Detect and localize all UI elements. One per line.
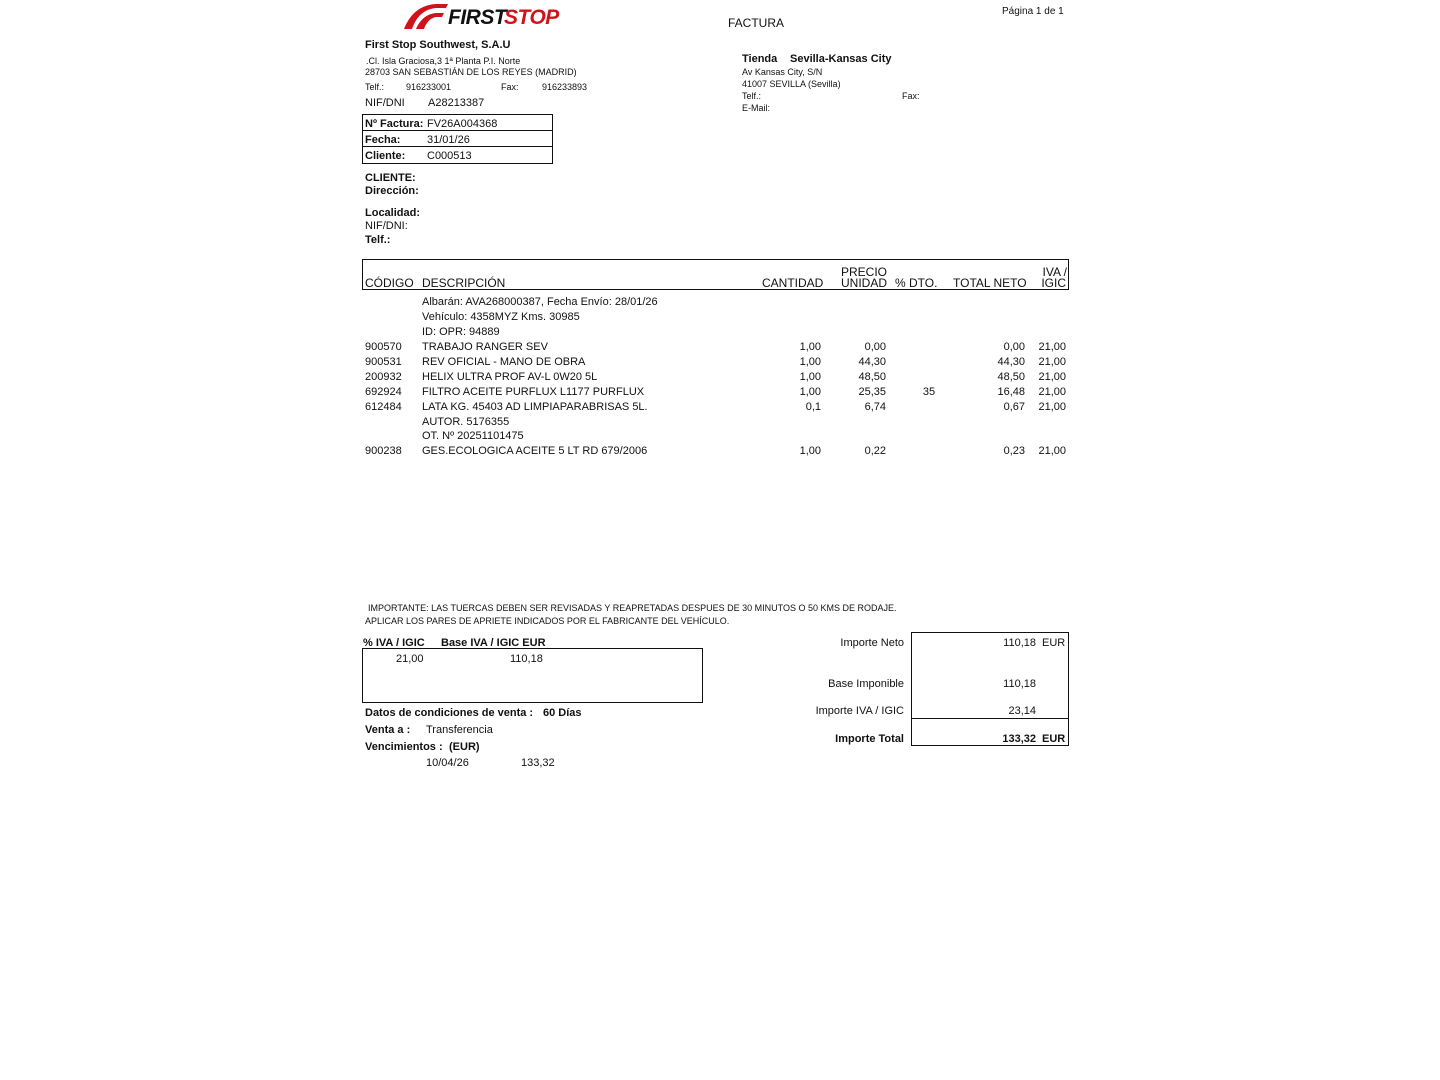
cell-total: 16,48 [997,386,1025,398]
tax-rate-header: % IVA / IGIC [363,637,425,649]
store-fax-label: Fax: [902,91,920,101]
table-row [362,445,1070,460]
due-dates-label: Vencimientos : [365,741,443,753]
invoice-client-code: C000513 [427,150,472,162]
cell-iva: 21,00 [1038,445,1066,457]
table-note: AUTOR. 5176355 [422,416,510,428]
client-nif-label: NIF/DNI: [365,220,408,232]
cell-total: 44,30 [997,356,1025,368]
cell-descripcion: LATA KG. 45403 AD LIMPIAPARABRISAS 5L. [422,401,648,413]
cell-codigo: 900570 [365,341,402,353]
cell-total: 0,67 [1003,401,1025,413]
cell-codigo: 692924 [365,386,402,398]
table-note: Vehículo: 4358MYZ Kms. 30985 [422,311,580,323]
header-precio-1: PRECIO [840,265,887,279]
cell-codigo: 612484 [365,401,402,413]
cell-descripcion: TRABAJO RANGER SEV [422,341,548,353]
table-row [362,401,1070,416]
company-logo [402,2,562,30]
company-fax-label: Fax: [501,82,519,92]
invoice-date: 31/01/26 [427,134,470,146]
due-amount: 133,32 [521,757,555,769]
cell-cantidad: 0,1 [805,401,821,413]
client-city-label: Localidad: [365,207,421,219]
header-precio-2: UNIDAD [840,276,887,290]
store-address-1: Av Kansas City, S/N [742,67,823,77]
store-address-2: 41007 SEVILLA (Sevilla) [742,79,841,89]
notice-line-2: APLICAR LOS PARES DE APRIETE INDICADOS POR EL FABRICANTE DEL VEHÍCULO. [365,616,730,626]
table-row [362,371,1070,386]
invoice-number-label: Nº Factura: [365,118,424,130]
cell-cantidad: 1,00 [799,445,821,457]
table-note: OT. Nº 20251101475 [422,430,524,442]
cell-precio: 6,74 [864,401,886,413]
client-address-label: Dirección: [365,185,419,197]
company-nif-label: NIF/DNI [365,97,405,109]
store-name: Sevilla-Kansas City [790,53,892,65]
logo-swoosh-icon [402,2,450,30]
store-email-label: E-Mail: [742,103,771,113]
cell-precio: 0,22 [864,445,886,457]
tax-rate: 21,00 [396,653,424,665]
cell-total: 0,00 [1003,341,1025,353]
store-label: Tienda [742,53,778,65]
header-dto: % DTO. [895,276,938,290]
cell-cantidad: 1,00 [799,386,821,398]
cell-cantidad: 1,00 [799,341,821,353]
cell-descripcion: GES.ECOLOGICA ACEITE 5 LT RD 679/2006 [422,445,648,457]
tax-amount: 23,14 [1008,705,1036,717]
due-date: 10/04/26 [426,757,469,769]
company-name: First Stop Southwest, S.A.U [365,39,511,51]
header-descripcion: DESCRIPCIÓN [422,276,506,290]
table-row [362,341,1070,356]
cell-dto: 35 [922,386,936,398]
cell-descripcion: REV OFICIAL - MANO DE OBRA [422,356,586,368]
cell-precio: 44,30 [858,356,886,368]
table-row [362,356,1070,371]
cell-precio: 0,00 [864,341,886,353]
cell-codigo: 900238 [365,445,402,457]
cell-iva: 21,00 [1038,401,1066,413]
net-amount: 110,18 [1003,637,1036,649]
company-tel-label: Telf.: [365,82,385,92]
client-tel-label: Telf.: [365,234,391,246]
payment-method: Transferencia [426,724,493,736]
cell-iva: 21,00 [1038,386,1066,398]
logo-text-stop: STOP [504,6,559,29]
invoice-date-label: Fecha: [365,134,401,146]
company-fax: 916233893 [542,82,588,92]
cell-iva: 21,00 [1038,356,1066,368]
cell-iva: 21,00 [1038,371,1066,383]
payment-method-label: Venta a : [365,724,411,736]
tax-base-header: Base IVA / IGIC EUR [441,637,546,649]
cell-cantidad: 1,00 [799,356,821,368]
header-iva-2: IGIC [1041,276,1066,290]
table-note: ID: OPR: 94889 [422,326,500,338]
net-amount-label: Importe Neto [840,637,904,649]
store-tel-label: Telf.: [742,91,762,101]
conditions-label: Datos de condiciones de venta : [365,707,534,719]
invoice-number: FV26A004368 [427,118,498,130]
table-note: Albarán: AVA268000387, Fecha Envío: 28/01/26 [422,296,658,308]
cell-codigo: 900531 [365,356,402,368]
cell-total: 0,23 [1003,445,1025,457]
header-total: TOTAL NETO [953,276,1027,290]
total-amount: 133,32 [1002,733,1036,745]
cell-codigo: 200932 [365,371,402,383]
invoice-client-label: Cliente: [365,150,406,162]
table-row [362,386,1070,401]
company-address-2: 28703 SAN SEBASTIÁN DE LOS REYES (MADRID) [365,67,577,77]
tax-base: 110,18 [510,653,543,665]
cell-descripcion: FILTRO ACEITE PURFLUX L1177 PURFLUX [422,386,645,398]
company-tel: 916233001 [406,82,452,92]
header-iva-1: IVA / [1042,265,1067,279]
cell-precio: 25,35 [858,386,886,398]
due-dates-currency: (EUR) [449,741,480,753]
cell-total: 48,50 [997,371,1025,383]
cell-iva: 21,00 [1038,341,1066,353]
page-number: Página 1 de 1 [1002,6,1064,17]
total-amount-label: Importe Total [835,733,904,745]
cell-precio: 48,50 [858,371,886,383]
net-amount-currency: EUR [1042,637,1066,649]
base-amount-label: Base Imponible [828,678,904,690]
notice-line-1: IMPORTANTE: LAS TUERCAS DEBEN SER REVISADAS Y REAPRETADAS DESPUES DE 30 MINUTOS O 50 KMS DE RODAJE. [368,603,897,613]
header-cantidad: CANTIDAD [762,276,824,290]
cell-cantidad: 1,00 [799,371,821,383]
document-title: FACTURA [728,16,785,30]
base-amount: 110,18 [1003,678,1036,690]
company-nif: A28213387 [428,97,485,109]
client-label: CLIENTE: [365,172,416,184]
total-amount-currency: EUR [1042,733,1066,745]
conditions-value: 60 Días [543,707,582,719]
tax-amount-label: Importe IVA / IGIC [815,705,904,717]
header-codigo: CÓDIGO [365,276,414,290]
company-address-1: .Cl. Isla Graciosa,3 1ª Planta P.I. Norte [366,56,521,66]
logo-text-first: FIRST [448,6,507,29]
cell-descripcion: HELIX ULTRA PROF AV-L 0W20 5L [422,371,598,383]
